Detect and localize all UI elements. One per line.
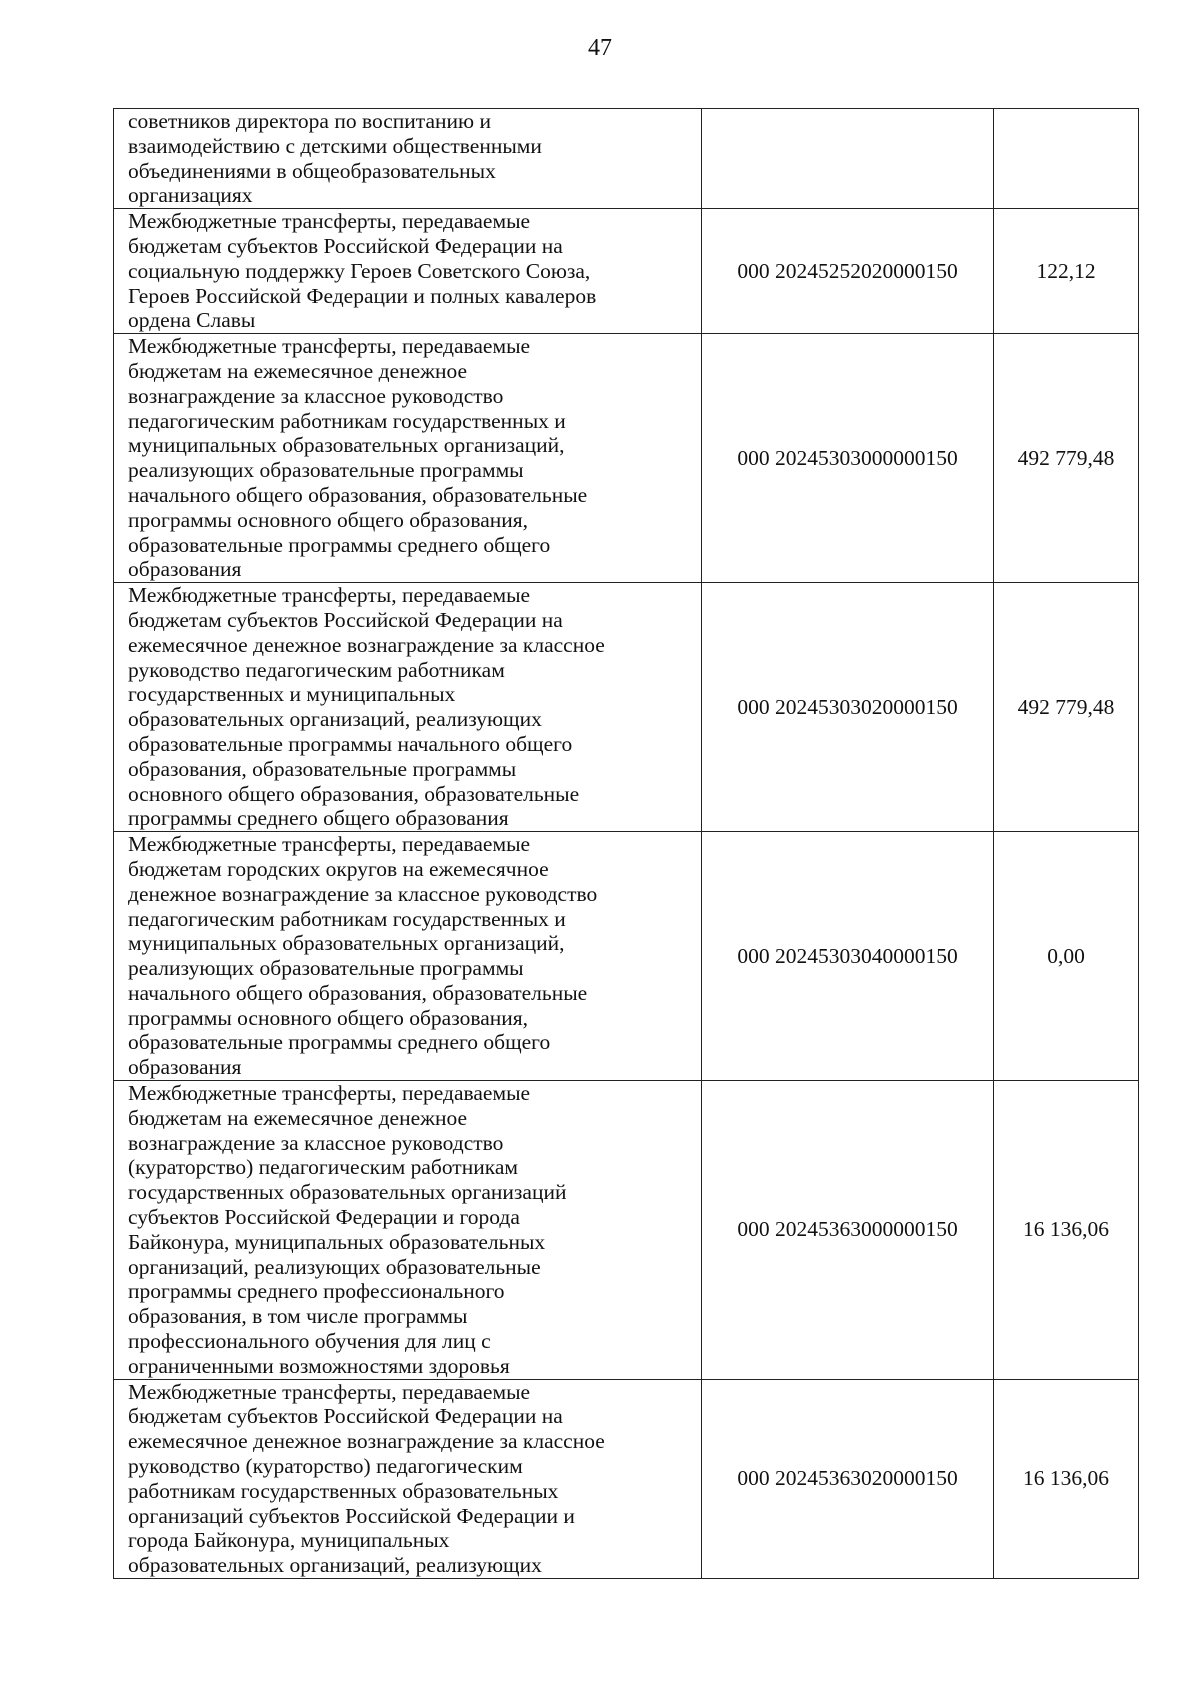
transfer-name-line: вознаграждение за классное руководство [128, 383, 504, 408]
transfer-name-cell [114, 583, 702, 832]
transfer-name-line: организациях [128, 183, 253, 208]
transfer-name-line: Героев Российской Федерации и полных кавалеров [128, 283, 597, 308]
transfer-name-line: взаимодействию с детскими общественными [128, 133, 542, 158]
budget-table [113, 108, 1139, 1579]
transfer-name-line: советников директора по воспитанию и [128, 109, 491, 133]
amount-cell: 492 779,48 [994, 334, 1139, 583]
table-row [114, 334, 1139, 583]
transfer-name-line: реализующих образовательные программы [128, 956, 524, 981]
transfer-name-line: государственных образовательных организаций [128, 1180, 567, 1205]
transfer-name-line: образования, в том числе программы [128, 1304, 468, 1329]
transfer-name-line: начального общего образования, образовательные [128, 482, 588, 507]
transfer-name-line: бюджетам субъектов Российской Федерации на [128, 607, 563, 632]
table-row [114, 109, 1139, 209]
transfer-name-line: образовательных организаций, реализующих [128, 1553, 542, 1578]
transfer-name-line: бюджетам на ежемесячное денежное [128, 358, 468, 383]
transfer-name-line: основного общего образования, образовательные [128, 781, 580, 806]
transfer-name-line: ограниченными возможностями здоровья [128, 1353, 510, 1378]
transfer-name-line: (кураторство) педагогическим работникам [128, 1155, 518, 1180]
transfer-name-line: объединениями в общеобразовательных [128, 158, 496, 183]
transfer-name-line: муниципальных образовательных организаций, [128, 433, 565, 458]
amount-cell: 16 136,06 [994, 1081, 1139, 1380]
table-row [114, 832, 1139, 1081]
transfer-name-line: Межбюджетные трансферты, передаваемые [128, 209, 531, 234]
transfer-name-cell [114, 832, 702, 1081]
transfer-name-line: ордена Славы [128, 308, 256, 333]
budget-code-cell: 000 20245363000000150 [702, 1081, 994, 1380]
transfer-name-line: Байконура, муниципальных образовательных [128, 1229, 546, 1254]
table-row [114, 1081, 1139, 1380]
transfer-name-line: образовательные программы начального общего [128, 731, 573, 756]
budget-code-cell: 000 20245303020000150 [702, 583, 994, 832]
amount-cell [994, 109, 1139, 209]
table-row [114, 1379, 1139, 1578]
transfer-name-line: вознаграждение за классное руководство [128, 1130, 504, 1155]
amount-cell: 0,00 [994, 832, 1139, 1081]
transfer-name-cell [114, 1379, 702, 1578]
transfer-name-line: ежемесячное денежное вознаграждение за классное [128, 632, 605, 657]
transfer-name-line: Межбюджетные трансферты, передаваемые [128, 334, 531, 359]
transfer-name-line: денежное вознаграждение за классное руководство [128, 881, 598, 906]
transfer-name-line: образовательные программы среднего общего [128, 1030, 551, 1055]
transfer-name-line: образования [128, 1055, 242, 1080]
table-row [114, 209, 1139, 334]
table-row [114, 583, 1139, 832]
transfer-name-line: Межбюджетные трансферты, передаваемые [128, 583, 531, 608]
transfer-name-line: бюджетам городских округов на ежемесячное [128, 856, 549, 881]
amount-cell: 16 136,06 [994, 1379, 1139, 1578]
transfer-name-line: города Байконура, муниципальных [128, 1528, 450, 1553]
amount-cell: 122,12 [994, 209, 1139, 334]
budget-code-cell: 000 20245303000000150 [702, 334, 994, 583]
transfer-name-line: организаций, реализующих образовательные [128, 1254, 541, 1279]
budget-code-cell: 000 20245252020000150 [702, 209, 994, 334]
transfer-name-line: Межбюджетные трансферты, передаваемые [128, 1081, 531, 1106]
budget-code-cell [702, 109, 994, 209]
page-number: 47 [588, 35, 612, 61]
transfer-name-line: руководство педагогическим работникам [128, 657, 505, 682]
transfer-name-line: образования, образовательные программы [128, 756, 517, 781]
transfer-name-line: государственных и муниципальных [128, 682, 456, 707]
amount-cell: 492 779,48 [994, 583, 1139, 832]
transfer-name-line: педагогическим работникам государственных и [128, 408, 566, 433]
transfer-name-line: субъектов Российской Федерации и города [128, 1205, 520, 1230]
transfer-name-line: социальную поддержку Героев Советского Союза, [128, 258, 591, 283]
transfer-name-line: Межбюджетные трансферты, передаваемые [128, 1379, 531, 1404]
transfer-name-cell [114, 1081, 702, 1380]
transfer-name-cell [114, 334, 702, 583]
transfer-name-line: муниципальных образовательных организаций, [128, 931, 565, 956]
transfer-name-line: руководство (кураторство) педагогическим [128, 1454, 523, 1479]
transfer-name-line: организаций субъектов Российской Федерации и [128, 1503, 575, 1528]
transfer-name-line: бюджетам на ежемесячное денежное [128, 1105, 468, 1130]
transfer-name-line: бюджетам субъектов Российской Федерации на [128, 233, 563, 258]
transfer-name-line: программы основного общего образования, [128, 1005, 529, 1030]
transfer-name-line: работникам государственных образовательных [128, 1478, 559, 1503]
transfer-name-line: начального общего образования, образовательные [128, 980, 588, 1005]
transfer-name-line: профессионального обучения для лиц с [128, 1329, 491, 1354]
transfer-name-line: образовательные программы среднего общего [128, 532, 551, 557]
transfer-name-cell [114, 209, 702, 334]
transfer-name-line: программы среднего профессионального [128, 1279, 505, 1304]
table-body [114, 109, 1139, 1579]
budget-code-cell: 000 20245363020000150 [702, 1379, 994, 1578]
transfer-name-line: реализующих образовательные программы [128, 458, 524, 483]
transfer-name-line: программы среднего общего образования [128, 806, 509, 831]
transfer-name-line: Межбюджетные трансферты, передаваемые [128, 832, 531, 857]
transfer-name-line: ежемесячное денежное вознаграждение за классное [128, 1429, 605, 1454]
transfer-name-line: педагогическим работникам государственных и [128, 906, 566, 931]
budget-code-cell: 000 20245303040000150 [702, 832, 994, 1081]
transfer-name-line: бюджетам субъектов Российской Федерации на [128, 1404, 563, 1429]
transfer-name-line: образовательных организаций, реализующих [128, 707, 542, 732]
transfer-name-cell [114, 109, 702, 209]
transfer-name-line: программы основного общего образования, [128, 507, 529, 532]
transfer-name-line: образования [128, 557, 242, 582]
